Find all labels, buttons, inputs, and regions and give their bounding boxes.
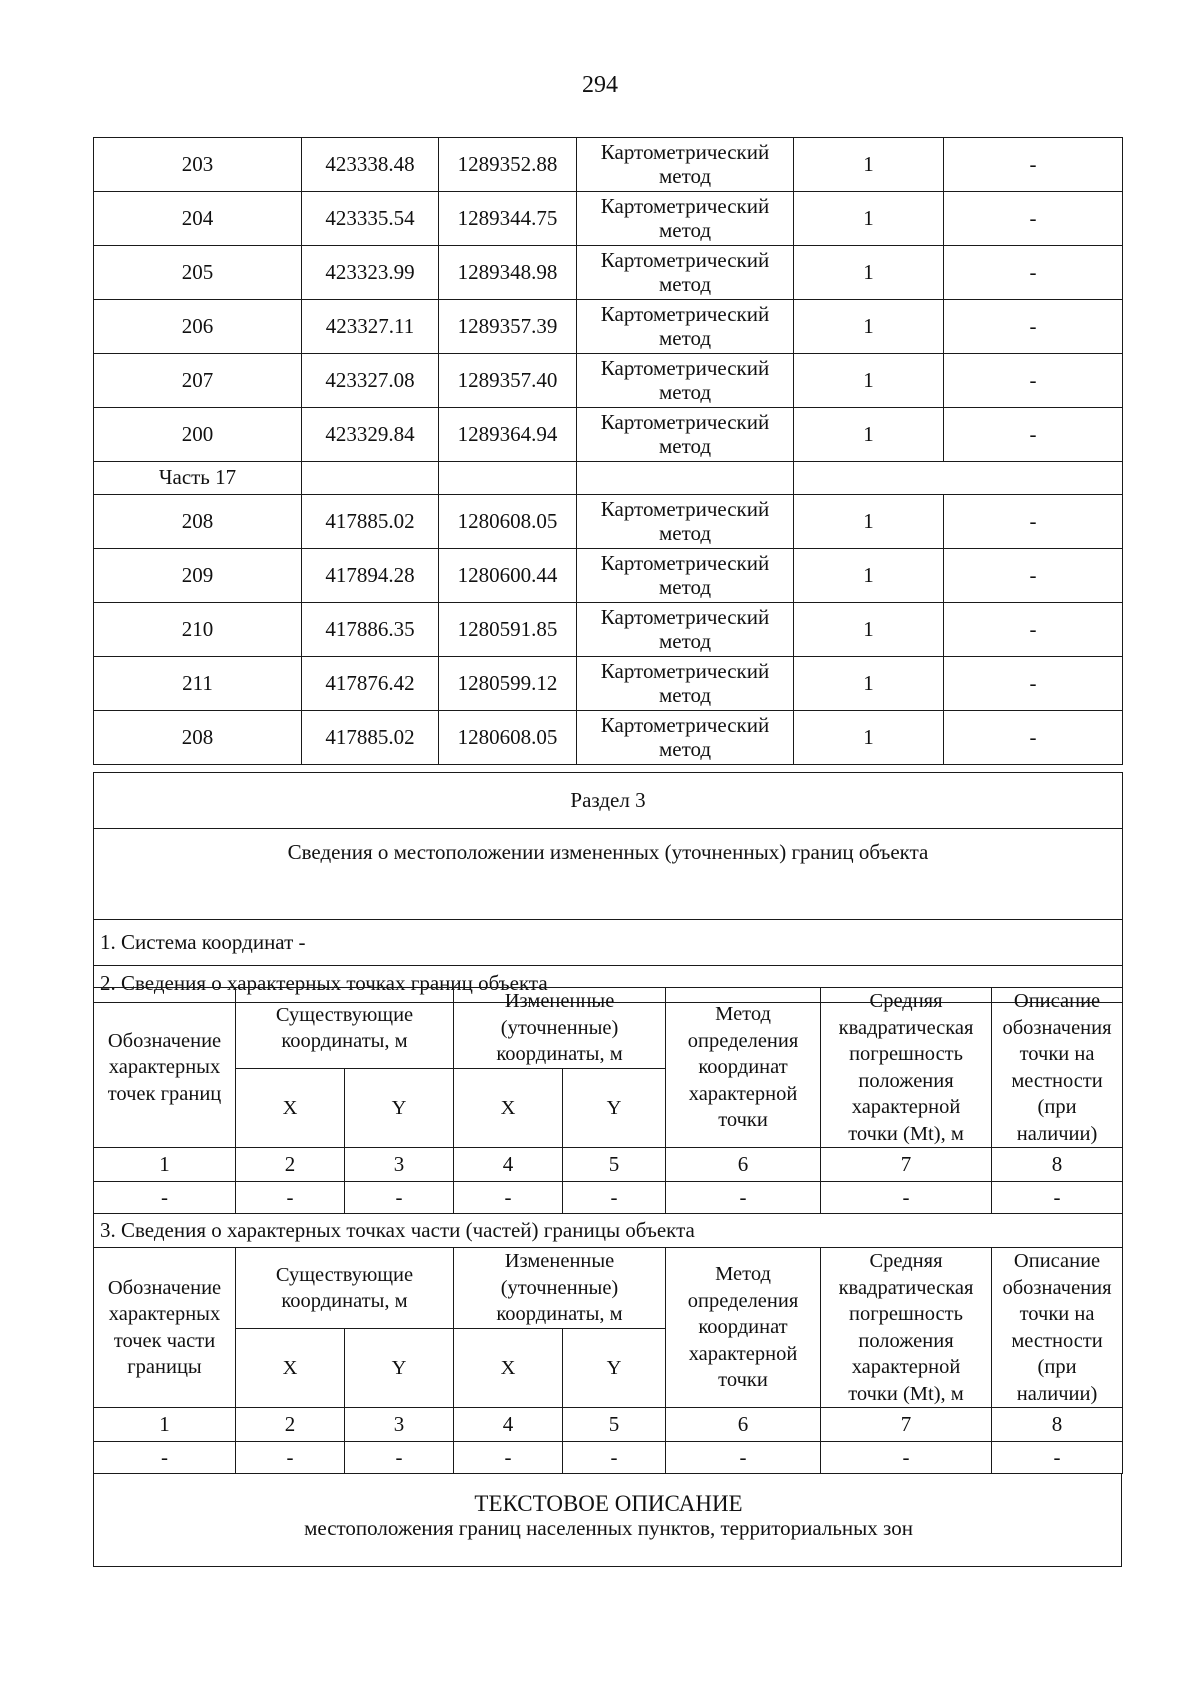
description: - [944,549,1123,603]
col-existing-coords [236,988,454,1069]
header-line: определения [687,1289,799,1312]
header-line: характерной [851,1356,961,1378]
method-line: метод [658,163,712,188]
method-line: Картометрический [600,140,770,165]
header-line: обозначения [1002,1016,1112,1039]
empty-value: - [94,1442,236,1474]
column-number: 5 [563,1148,666,1182]
header-line: точек части [113,1329,216,1352]
empty-value: - [821,1182,992,1214]
header-line: координаты, м [281,1030,408,1052]
header-line: обозначения [1002,1276,1112,1299]
description: - [944,408,1123,462]
part-row [94,462,1123,495]
table-row [94,246,1123,300]
header-line: точек границ [107,1082,222,1105]
coordinate-system-line: 1. Система координат - [94,920,1123,966]
column-number: 4 [454,1148,563,1182]
coord-x: 417885.02 [302,711,439,765]
empty-cell [577,462,794,495]
coord-y: 1289352.88 [439,138,577,192]
coord-x: 423329.84 [302,408,439,462]
header-line: местности [1011,1069,1103,1092]
part-label: Часть 17 [94,462,302,495]
method-line: Картометрический [600,551,770,576]
coord-y: 1289364.94 [439,408,577,462]
header-line: наличии) [1016,1122,1098,1145]
header-line: квадратическая [838,1276,974,1299]
col-description [992,1248,1123,1408]
section3-header [93,772,1123,1003]
header-line: погрешность [849,1303,963,1325]
accuracy: 1 [794,711,944,765]
header-row [94,988,1123,1069]
table-row [94,549,1123,603]
description: - [944,657,1123,711]
header-line: точки [718,1369,768,1392]
header-line: границы [127,1356,202,1378]
coord-x: 423323.99 [302,246,439,300]
header-line: Описание [1013,1250,1101,1272]
coord-y: 1289357.40 [439,354,577,408]
coord-x: 423327.11 [302,300,439,354]
method-line: Картометрический [600,713,770,738]
description: - [944,192,1123,246]
column-number: 8 [992,1148,1123,1182]
header-line: Измененные [504,990,615,1013]
col-changed-coords [454,988,666,1069]
header-line: координаты, м [496,1303,623,1326]
table-row [94,300,1123,354]
table-row [94,603,1123,657]
col-description [992,988,1123,1148]
header-line: Существующие [275,1003,414,1026]
accuracy: 1 [794,138,944,192]
coord-y: 1289344.75 [439,192,577,246]
empty-value: - [563,1442,666,1474]
method-cell [577,192,794,246]
coord-y: 1280591.85 [439,603,577,657]
method-line: Картометрический [600,194,770,219]
point-id: 209 [94,549,302,603]
coord-x: 423338.48 [302,138,439,192]
col-existing-coords [236,1248,454,1329]
column-number: 7 [821,1148,992,1182]
col-accuracy [821,988,992,1148]
header-line: характерной [688,1342,798,1365]
point-id: 206 [94,300,302,354]
text-description-subtitle: местоположения границ населенных пунктов, территориальных зон [304,1516,913,1540]
method-cell [577,354,794,408]
header-line: координат [698,1056,788,1079]
description: - [944,603,1123,657]
empty-value: - [454,1182,563,1214]
coord-y: 1280599.12 [439,657,577,711]
header-line: Описание [1013,990,1101,1012]
column-number: 1 [94,1148,236,1182]
method-line: метод [658,325,712,350]
col-changed-coords [454,1248,666,1329]
coord-y: 1280600.44 [439,549,577,603]
header-line: точки (Mt), м [848,1382,964,1405]
header-line: Средняя [869,1250,943,1272]
coord-x: 423327.08 [302,354,439,408]
section-subtitle: Сведения о местоположении измененных (уточненных) границ объекта [94,829,1123,920]
y-label: Y [563,1069,666,1148]
header-line: координаты, м [496,1043,623,1066]
method-cell [577,408,794,462]
y-label: Y [345,1329,454,1408]
x-label: X [454,1069,563,1148]
header-line: характерной [688,1082,798,1105]
description: - [944,300,1123,354]
header-line: Обозначение [107,1276,222,1299]
empty-value: - [236,1182,345,1214]
table-row [94,408,1123,462]
header-line: наличии) [1016,1382,1098,1405]
method-line: Картометрический [600,356,770,381]
empty-cell [439,462,577,495]
empty-value: - [454,1442,563,1474]
accuracy: 1 [794,657,944,711]
description: - [944,354,1123,408]
x-label: X [236,1329,345,1408]
column-number: 6 [666,1148,821,1182]
method-cell [577,246,794,300]
accuracy: 1 [794,192,944,246]
empty-value: - [666,1442,821,1474]
point-id: 211 [94,657,302,711]
header-line: Метод [715,1263,771,1286]
empty-value: - [563,1182,666,1214]
text-description-title: ТЕКСТОВОЕ ОПИСАНИЕ [474,1491,743,1516]
col-method [666,988,821,1148]
column-number: 3 [345,1148,454,1182]
boundary-points-table [93,987,1123,1214]
description: - [944,138,1123,192]
header-line: точки на [1019,1043,1095,1065]
header-line: Средняя [869,990,943,1012]
header-line: точки на [1019,1303,1095,1325]
method-line: Картометрический [600,248,770,273]
header-line: характерных [108,1303,221,1325]
coord-y: 1280608.05 [439,711,577,765]
points-heading: 2. Сведения о характерных точках границ объекта [94,966,1123,1003]
column-number: 4 [454,1408,563,1442]
description: - [944,246,1123,300]
table-row [94,657,1123,711]
method-line: метод [658,682,712,707]
accuracy: 1 [794,549,944,603]
description: - [944,495,1123,549]
coord-x: 417876.42 [302,657,439,711]
method-line: метод [658,736,712,761]
point-id: 208 [94,495,302,549]
column-number: 7 [821,1408,992,1442]
method-cell [577,603,794,657]
column-number: 8 [992,1408,1123,1442]
column-number: 5 [563,1408,666,1442]
empty-value: - [666,1182,821,1214]
empty-value: - [345,1182,454,1214]
header-line: характерных [108,1056,221,1079]
header-line: характерной [851,1096,961,1118]
header-line: точки [718,1109,768,1132]
empty-cell [302,462,439,495]
header-line: квадратическая [838,1016,974,1039]
empty-cell [794,462,1123,495]
method-line: Картометрический [600,302,770,327]
method-cell [577,657,794,711]
coord-x: 423335.54 [302,192,439,246]
column-number: 2 [236,1408,345,1442]
header-line: точки (Mt), м [848,1122,964,1145]
method-cell [577,495,794,549]
method-line: метод [658,628,712,653]
accuracy: 1 [794,246,944,300]
header-line: (при [1037,1356,1077,1378]
header-line: Измененные [504,1250,615,1273]
empty-value: - [992,1182,1123,1214]
page-number: 294 [582,72,618,98]
method-cell [577,711,794,765]
accuracy: 1 [794,354,944,408]
table-row [94,192,1123,246]
column-number: 3 [345,1408,454,1442]
y-label: Y [345,1069,454,1148]
method-line: метод [658,379,712,404]
coord-x: 417886.35 [302,603,439,657]
column-number: 1 [94,1408,236,1442]
table-row [94,1442,1123,1474]
empty-value: - [94,1182,236,1214]
table-row [94,495,1123,549]
method-line: метод [658,433,712,458]
header-line: координат [698,1316,788,1339]
col-point-label [94,988,236,1148]
header-row [94,1248,1123,1329]
empty-value: - [821,1442,992,1474]
coord-x: 417885.02 [302,495,439,549]
method-line: метод [658,217,712,242]
header-line: определения [687,1029,799,1052]
method-line: метод [658,520,712,545]
point-id: 200 [94,408,302,462]
header-line: Существующие [275,1263,414,1286]
method-line: Картометрический [600,605,770,630]
point-id: 203 [94,138,302,192]
heading-row [94,1214,1123,1248]
x-label: X [236,1069,345,1148]
column-number: 2 [236,1148,345,1182]
x-label: X [454,1329,563,1408]
text-description-box [93,1473,1122,1567]
table-row [94,711,1123,765]
boundary-parts-table [93,1213,1123,1474]
method-cell [577,300,794,354]
section-title: Раздел 3 [94,773,1123,829]
header-line: Метод [715,1003,771,1026]
point-id: 208 [94,711,302,765]
coord-y: 1280608.05 [439,495,577,549]
accuracy: 1 [794,495,944,549]
col-point-label [94,1248,236,1408]
method-line: Картометрический [600,659,770,684]
header-line: (уточненные) [500,1016,619,1039]
empty-value: - [992,1442,1123,1474]
empty-value: - [236,1442,345,1474]
header-line: местности [1011,1329,1103,1352]
coord-x: 417894.28 [302,549,439,603]
header-line: координаты, м [281,1290,408,1312]
accuracy: 1 [794,603,944,657]
coordinates-table [93,137,1123,765]
coord-y: 1289348.98 [439,246,577,300]
coord-y: 1289357.39 [439,300,577,354]
accuracy: 1 [794,408,944,462]
point-id: 207 [94,354,302,408]
header-line: (при [1037,1096,1077,1118]
column-number: 6 [666,1408,821,1442]
number-row [94,1408,1123,1442]
header-line: (уточненные) [500,1276,619,1299]
accuracy: 1 [794,300,944,354]
header-line: Обозначение [107,1029,222,1052]
header-line: положения [858,1069,954,1092]
col-method [666,1248,821,1408]
header-line: погрешность [849,1043,963,1065]
point-id: 210 [94,603,302,657]
empty-value: - [345,1442,454,1474]
table-row [94,138,1123,192]
col-accuracy [821,1248,992,1408]
table-row [94,354,1123,408]
method-cell [577,549,794,603]
number-row [94,1148,1123,1182]
point-id: 205 [94,246,302,300]
y-label: Y [563,1329,666,1408]
method-line: метод [658,271,712,296]
table-row [94,1182,1123,1214]
description: - [944,711,1123,765]
header-line: положения [858,1329,954,1352]
parts-heading: 3. Сведения о характерных точках части (частей) границы объекта [94,1214,1123,1248]
method-line: Картометрический [600,497,770,522]
method-line: Картометрический [600,410,770,435]
point-id: 204 [94,192,302,246]
method-cell [577,138,794,192]
method-line: метод [658,574,712,599]
